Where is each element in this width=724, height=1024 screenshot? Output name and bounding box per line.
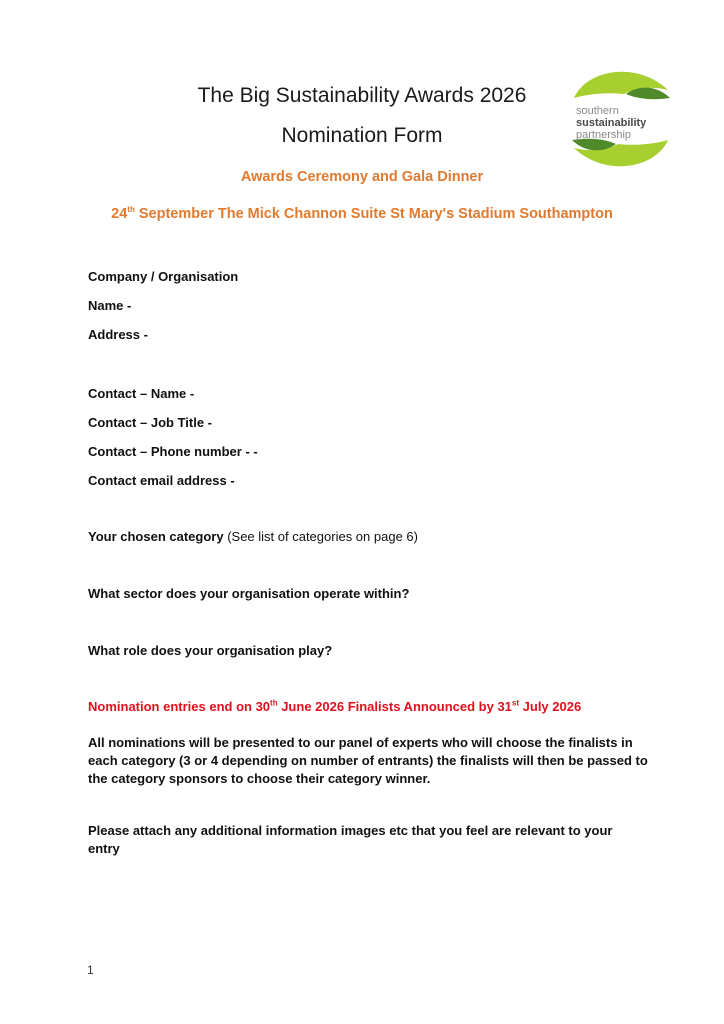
field-name: Name - bbox=[88, 298, 132, 313]
southern-sustainability-partnership-logo bbox=[566, 64, 676, 174]
question-role: What role does your organisation play? bbox=[88, 643, 333, 658]
leaf-circle-icon bbox=[566, 64, 676, 174]
logo-line1: southern bbox=[576, 105, 619, 117]
panel-paragraph: All nominations will be presented to our panel of experts who will choose the finalists in each category (3 or 4 depending on number of entrants) the finalists will then be passed to the category sponsors to choose their category winner. bbox=[88, 735, 648, 786]
field-contact-name: Contact – Name - bbox=[88, 386, 195, 401]
event-name: Awards Ceremony and Gala Dinner bbox=[240, 169, 484, 185]
deadline-suffix1: th bbox=[270, 698, 278, 708]
field-company-organisation: Company / Organisation bbox=[88, 269, 239, 284]
event-date-day: 24 bbox=[111, 206, 128, 222]
document-title: The Big Sustainability Awards 2026 bbox=[197, 84, 527, 107]
logo-line2: sustainability bbox=[576, 117, 647, 129]
logo-line3: partnership bbox=[576, 129, 632, 141]
question-category bbox=[88, 529, 418, 544]
deadline-part2: June 2026 Finalists Announced by 31 bbox=[277, 699, 512, 714]
page-number: 1 bbox=[87, 963, 94, 977]
event-date-suffix: th bbox=[127, 205, 135, 215]
deadline-part3: July 2026 bbox=[519, 699, 582, 714]
document-subtitle: Nomination Form bbox=[281, 124, 443, 147]
field-contact-job-title: Contact – Job Title - bbox=[88, 415, 212, 430]
deadline-part1: Nomination entries end on 30 bbox=[88, 699, 271, 714]
field-address: Address - bbox=[88, 327, 148, 342]
category-label: Your chosen category bbox=[88, 529, 224, 544]
deadline-notice bbox=[88, 699, 581, 714]
deadline-suffix2: st bbox=[511, 698, 520, 708]
event-details-text: September The Mick Channon Suite St Mary's Stadium Southampton bbox=[134, 206, 613, 222]
attach-paragraph: Please attach any additional information images etc that you feel are relevant to your entry bbox=[88, 823, 613, 856]
category-note: (See list of categories on page 6) bbox=[223, 529, 418, 544]
event-details bbox=[0, 206, 724, 222]
question-sector: What sector does your organisation operate within? bbox=[88, 586, 410, 601]
field-contact-phone: Contact – Phone number - - bbox=[88, 444, 258, 459]
field-contact-email: Contact email address - bbox=[88, 473, 235, 488]
